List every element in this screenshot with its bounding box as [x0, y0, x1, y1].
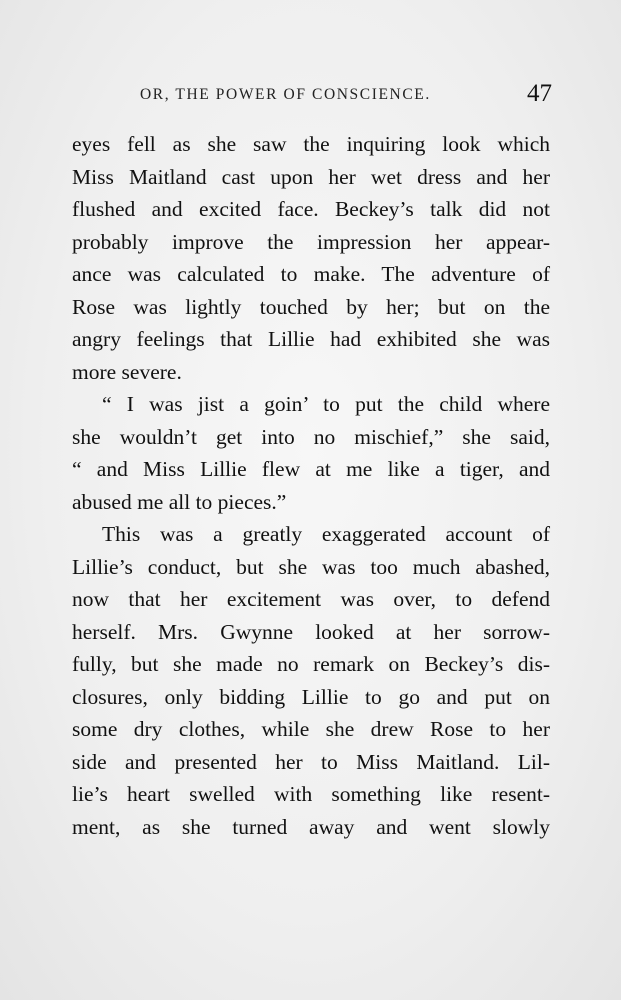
- text-line: herself. Mrs. Gwynne looked at her sorrow-: [72, 619, 550, 644]
- text-line: abused me all to pieces.”: [72, 489, 287, 514]
- running-title: OR, THE POWER OF CONSCIENCE.: [140, 86, 431, 103]
- text-line: “ I was jist a goin’ to put the child where: [102, 392, 550, 416]
- text-line: “ and Miss Lillie flew at me like a tiger, and: [72, 457, 550, 481]
- text-line: lie’s heart swelled with something like resent-: [72, 782, 550, 806]
- page-number: 47: [527, 80, 552, 107]
- text-line: angry feelings that Lillie had exhibited she was: [72, 327, 550, 351]
- text-line: probably improve the impression her appear-: [72, 229, 550, 254]
- text-line: ance was calculated to make. The adventure of: [72, 262, 550, 286]
- text-line: side and presented her to Miss Maitland. Lil-: [72, 749, 550, 774]
- text-line: now that her excitement was over, to defend: [72, 587, 550, 611]
- text-line: flushed and excited face. Beckey’s talk did not: [72, 197, 550, 221]
- text-line: Miss Maitland cast upon her wet dress and her: [72, 164, 550, 189]
- running-head: [140, 80, 552, 110]
- text-line: she wouldn’t get into no mischief,” she said,: [72, 424, 550, 449]
- text-line: This was a greatly exaggerated account of: [102, 522, 550, 546]
- text-line: Lillie’s conduct, but she was too much abashed,: [72, 554, 550, 579]
- text-line: more severe.: [72, 359, 182, 384]
- body-text: [72, 128, 550, 843]
- text-line: Rose was lightly touched by her; but on the: [72, 294, 550, 319]
- text-line: some dry clothes, while she drew Rose to her: [72, 717, 550, 741]
- text-line: fully, but she made no remark on Beckey’s dis-: [72, 652, 550, 676]
- text-line: closures, only bidding Lillie to go and put on: [72, 684, 550, 709]
- text-line: eyes fell as she saw the inquiring look which: [72, 132, 550, 156]
- text-line: ment, as she turned away and went slowly: [72, 814, 550, 839]
